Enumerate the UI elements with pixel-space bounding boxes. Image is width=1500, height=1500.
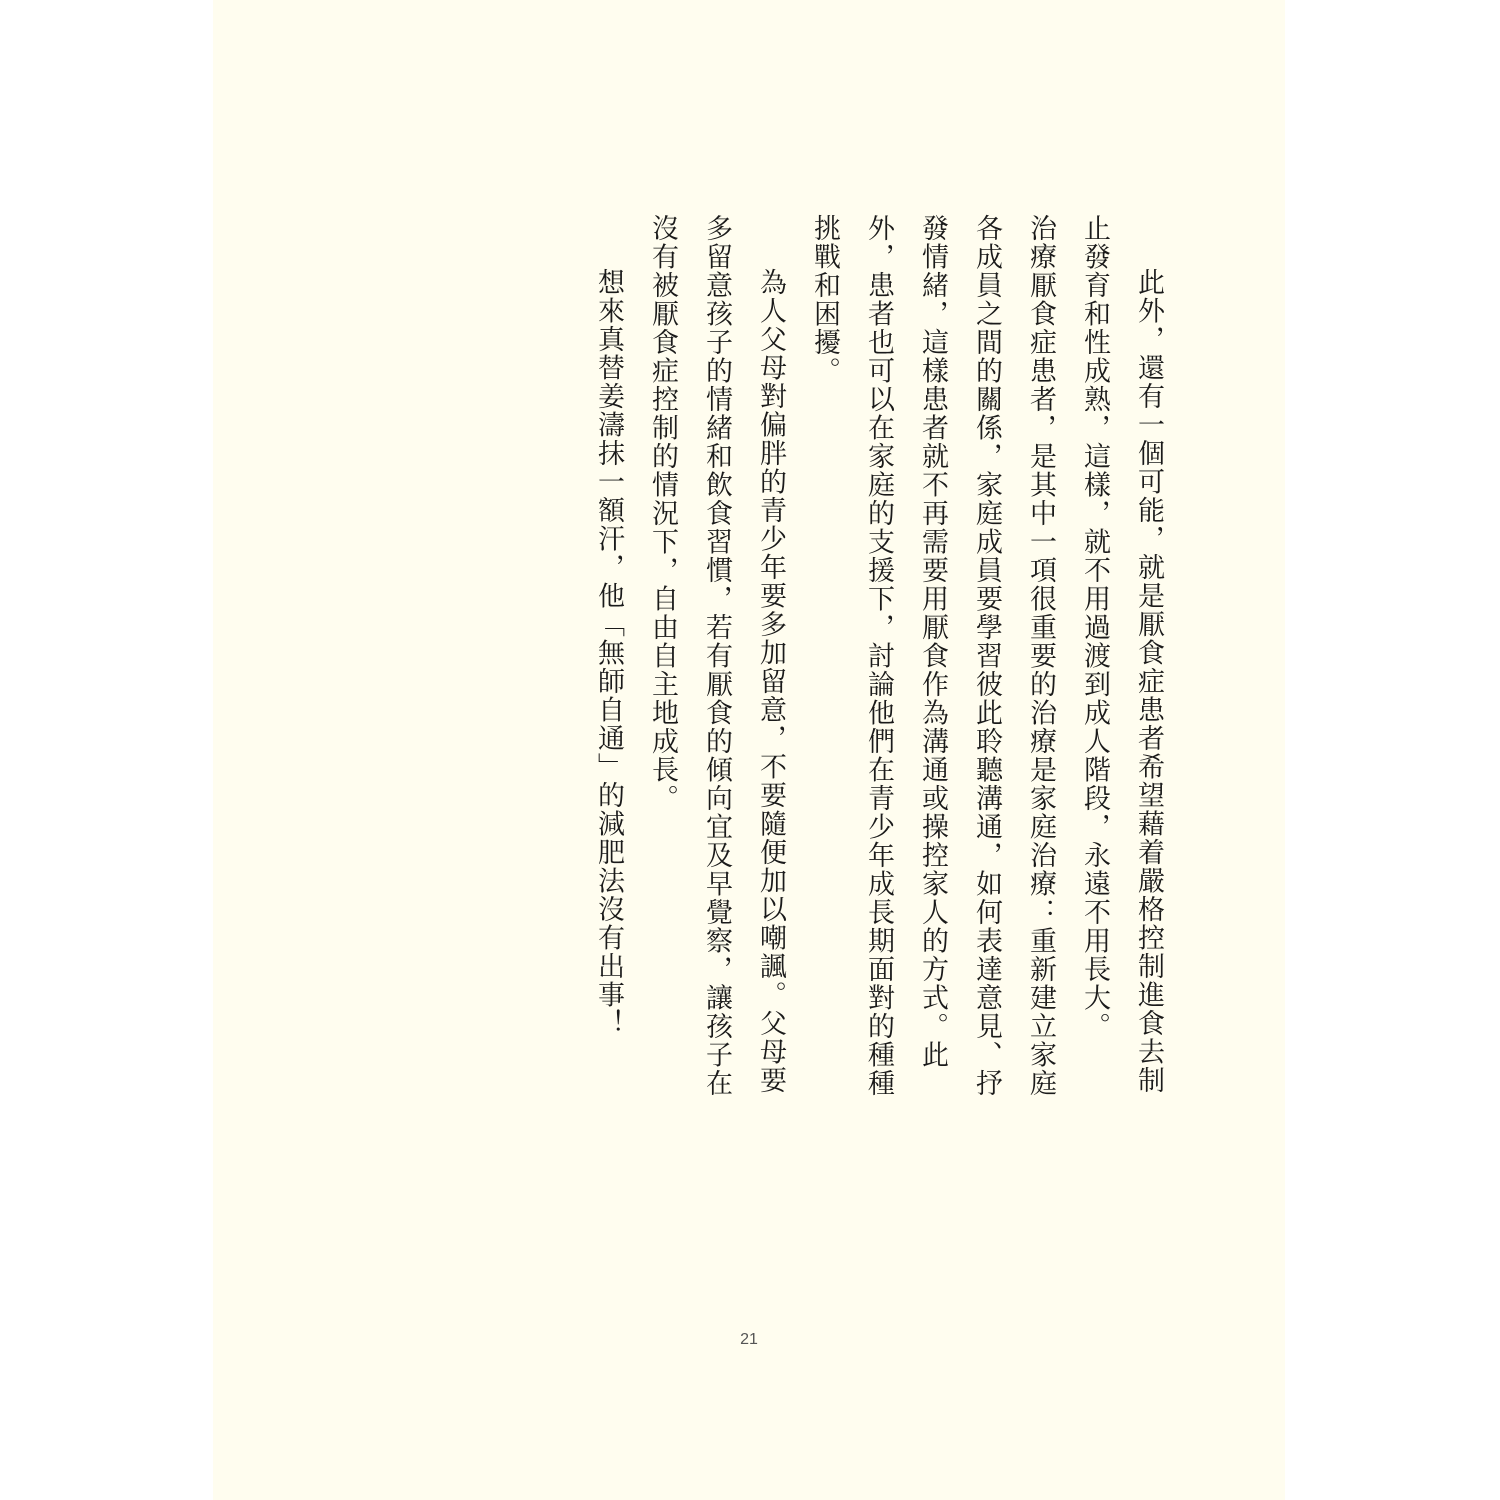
book-page	[213, 0, 1285, 1500]
page-number: 21	[740, 1331, 758, 1348]
vertical-text-body	[581, 214, 1175, 1114]
paragraph-3: 為人父母對偏胖的青少年要多加留意，不要隨便加以嘲諷。父母要多留意孩子的情緒和飲食習慣，若有厭食的傾向宜及早覺察，讓孩子在沒有被厭食症控制的情況下，自由自主地成長。	[647, 214, 786, 1098]
paragraph-1: 此外，還有一個可能，就是厭食症患者希望藉着嚴格控制進食去制止發育和性成熟，這樣，就不用過渡到成人階段，永遠不用長大。	[1079, 214, 1164, 1095]
paragraph-4: 想來真替姜濤抹一額汗，他「無師自通」的減肥法沒有出事！	[593, 268, 624, 1038]
paragraph-2: 治療厭食症患者，是其中一項很重要的治療是家庭治療：重新建立家庭各成員之間的關係，家庭成員要學習彼此聆聽溝通，如何表達意見、抒發情緒，這樣患者就不再需要用厭食作為溝通或操控家人的方式。此外，患者也可以在家庭的支援下，討論他們在青少年成長期面對的種種挑戰和困擾。	[809, 214, 1056, 1098]
